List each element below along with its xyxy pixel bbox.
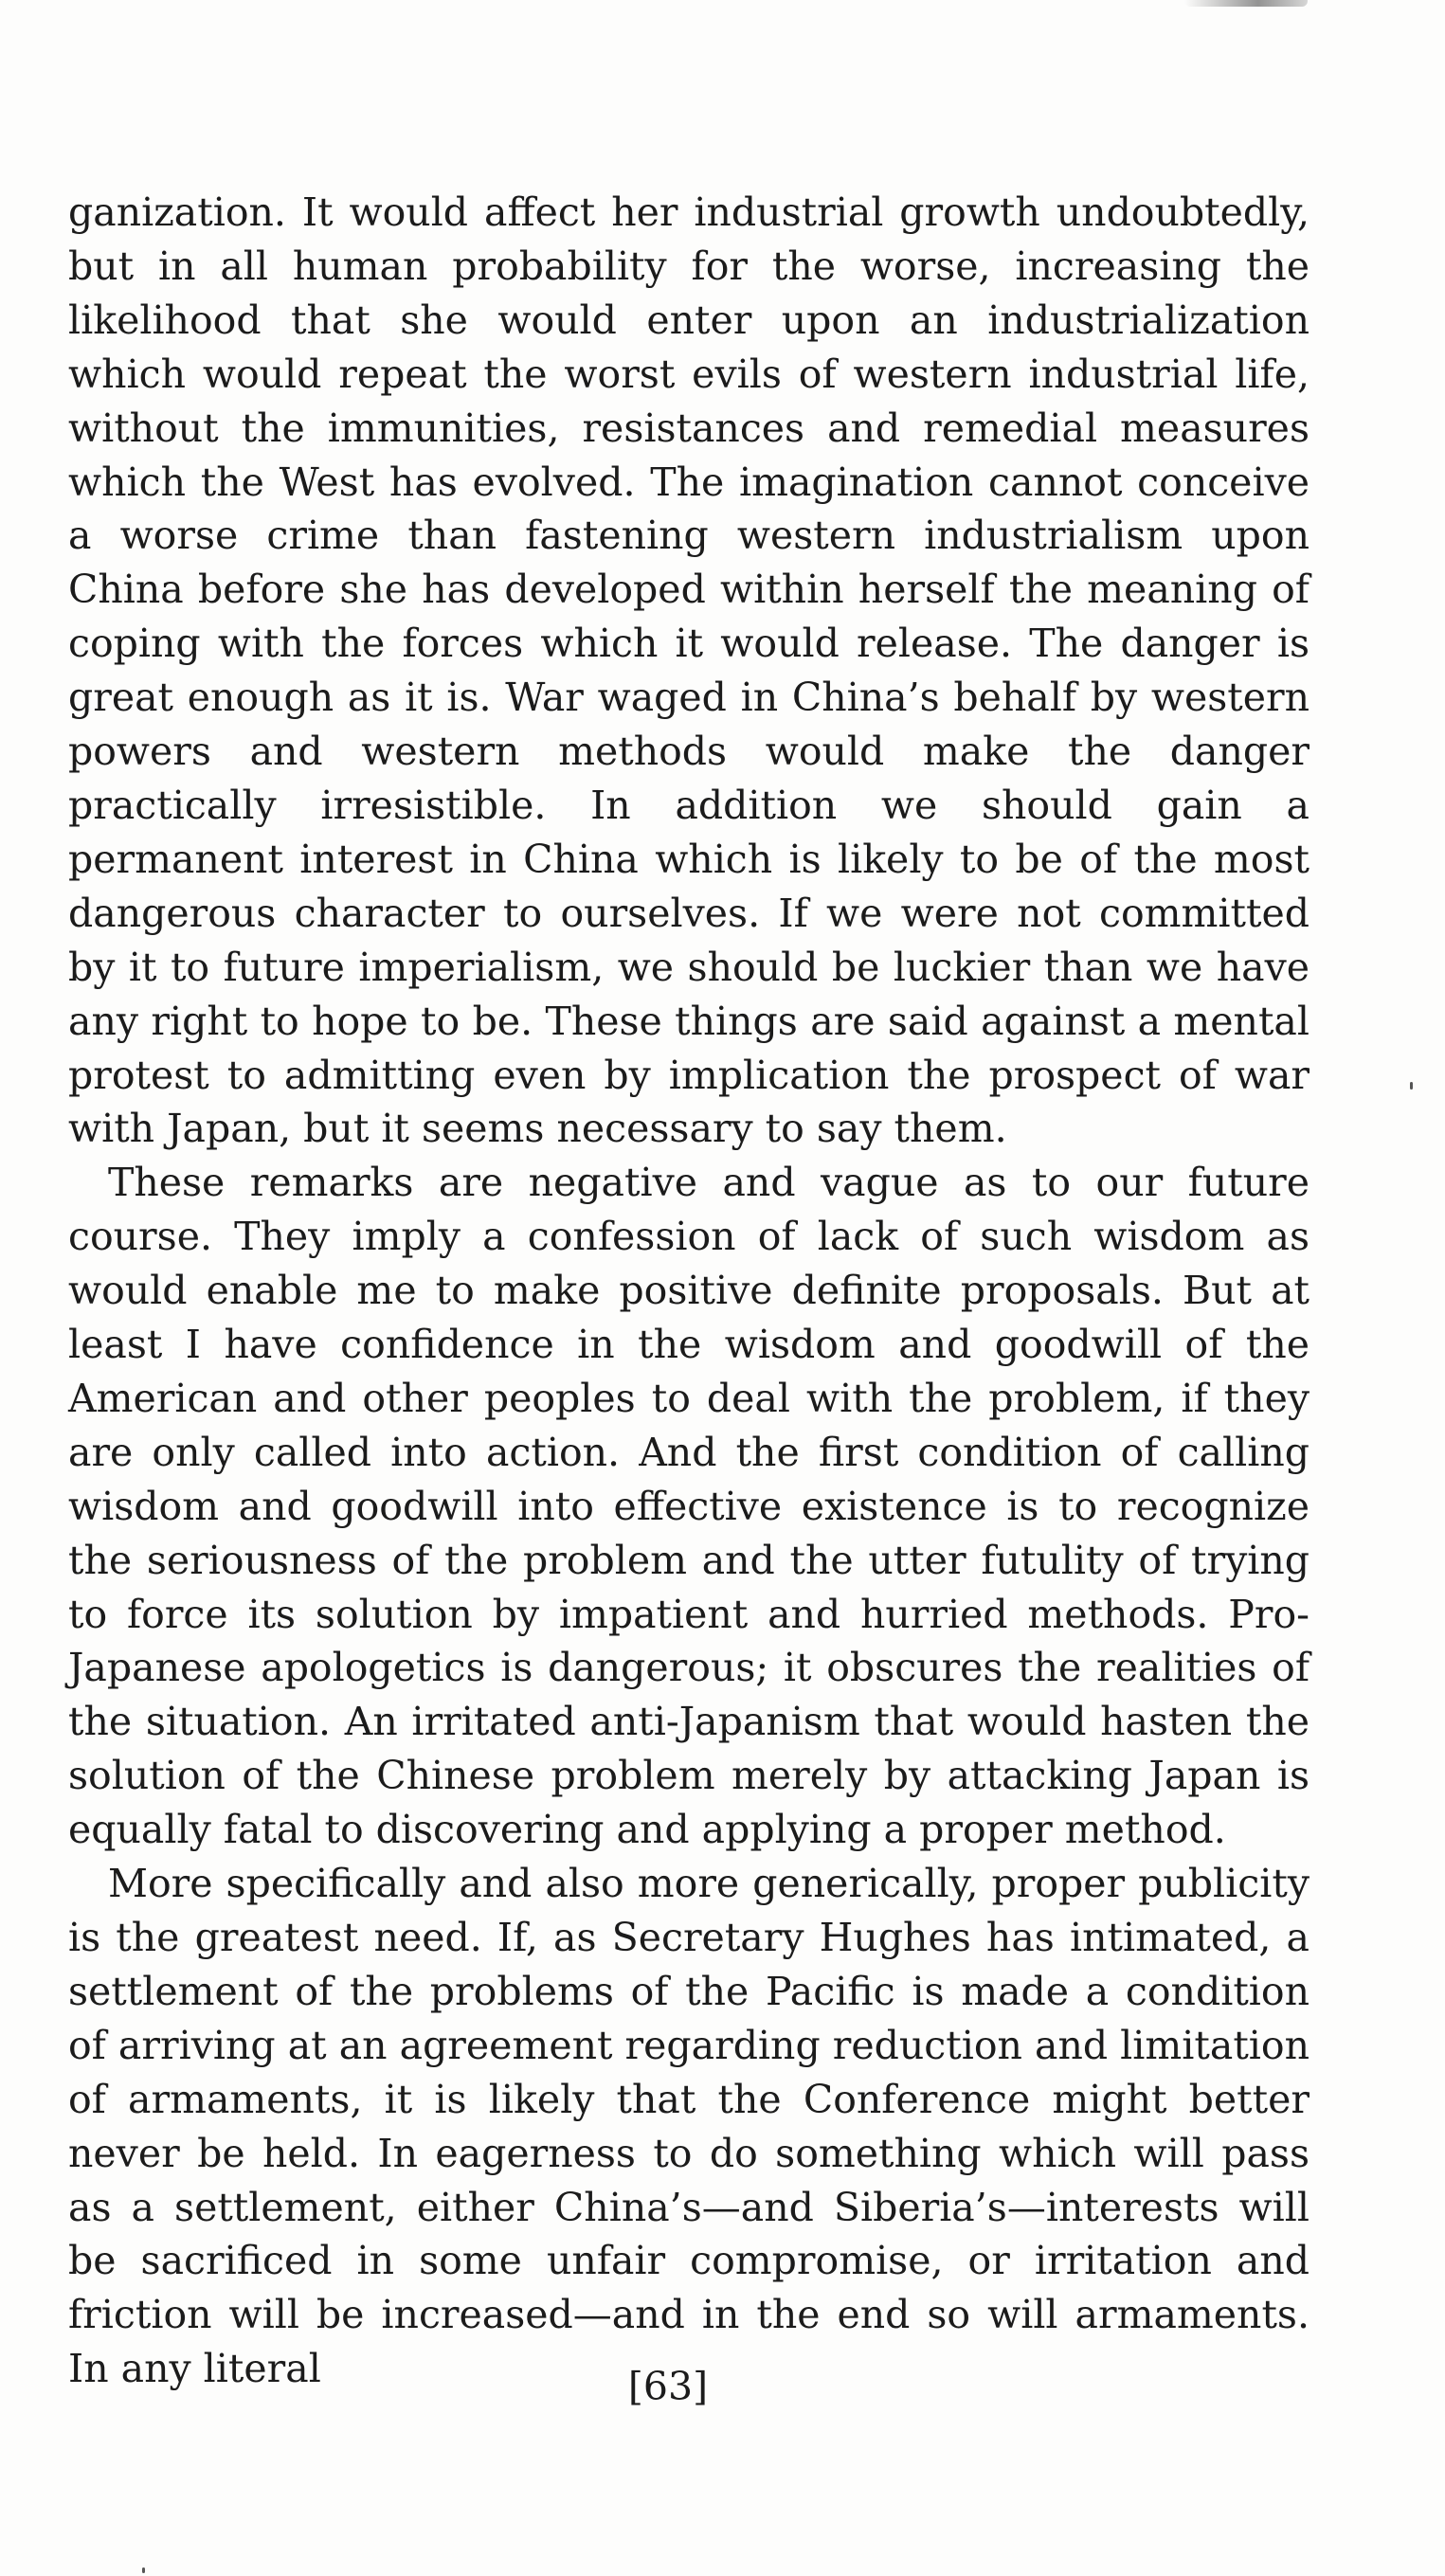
paragraph-2: These remarks are negative and vague as to our future course. They imply a confession of lack of such wisdom as would enable me to make positive definite proposals. But at least I have confidence in the wisdom and goodwill of the American and other peoples to deal with the problem, if they are only called into action. And the first condition of calling wisdom and goodwill into effective existence is to recognize the seriousness of the problem and the utter futulity of trying to force its solution by impatient and hurried methods. Pro-Japanese apologetics is dangerous; it obscures the realities of the situation. An irritated anti-Japanism that would hasten the solution of the Chinese problem merely by attacking Japan is equally fatal to discovering and applying a proper method. bbox=[68, 1160, 1310, 1853]
paragraph-3: More specifically and also more generically, proper publicity is the greatest need. If, as Secretary Hughes has intimated, a settlement of the problems of the Pacific is made a condition of arriving at an agreement regarding reduction and limitation of armaments, it is likely that the Conference might better never be held. In eagerness to do something which will pass as a settlement, either China’s—and Siberia’s—interests will be sacrificed in some unfair compromise, or irritation and friction will be increased—and in the end so will armaments. In any literal bbox=[68, 1861, 1310, 2392]
paragraph-1: ganization. It would affect her industrial growth undoubtedly, but in all human probability for the worse, increasing the likelihood that she would enter upon an industrialization which would repeat the worst evils of western industrial life, without the immunities, resistances and remedial measures which the West has evolved. The imagination cannot conceive a worse crime than fastening western industrialism upon China before she has developed within herself the meaning of coping with the forces which it would release. The danger is great enough as it is. War waged in China’s behalf by western powers and western methods would make the danger practically irresistible. In addition we should gain a permanent interest in China which is likely to be of the most dangerous character to ourselves. If we were not committed by it to future imperialism, we should be luckier than we have any right to hope to be. These things are said against a mental protest to admitting even by implication the prospect of war with Japan, but it seems necessary to say them. bbox=[68, 189, 1310, 1152]
page-number: [63] bbox=[627, 2364, 709, 2409]
scan-speck bbox=[1410, 1082, 1413, 1090]
scan-speck bbox=[142, 2567, 145, 2573]
body-text bbox=[68, 186, 1310, 2396]
scan-smudge bbox=[1184, 0, 1308, 7]
